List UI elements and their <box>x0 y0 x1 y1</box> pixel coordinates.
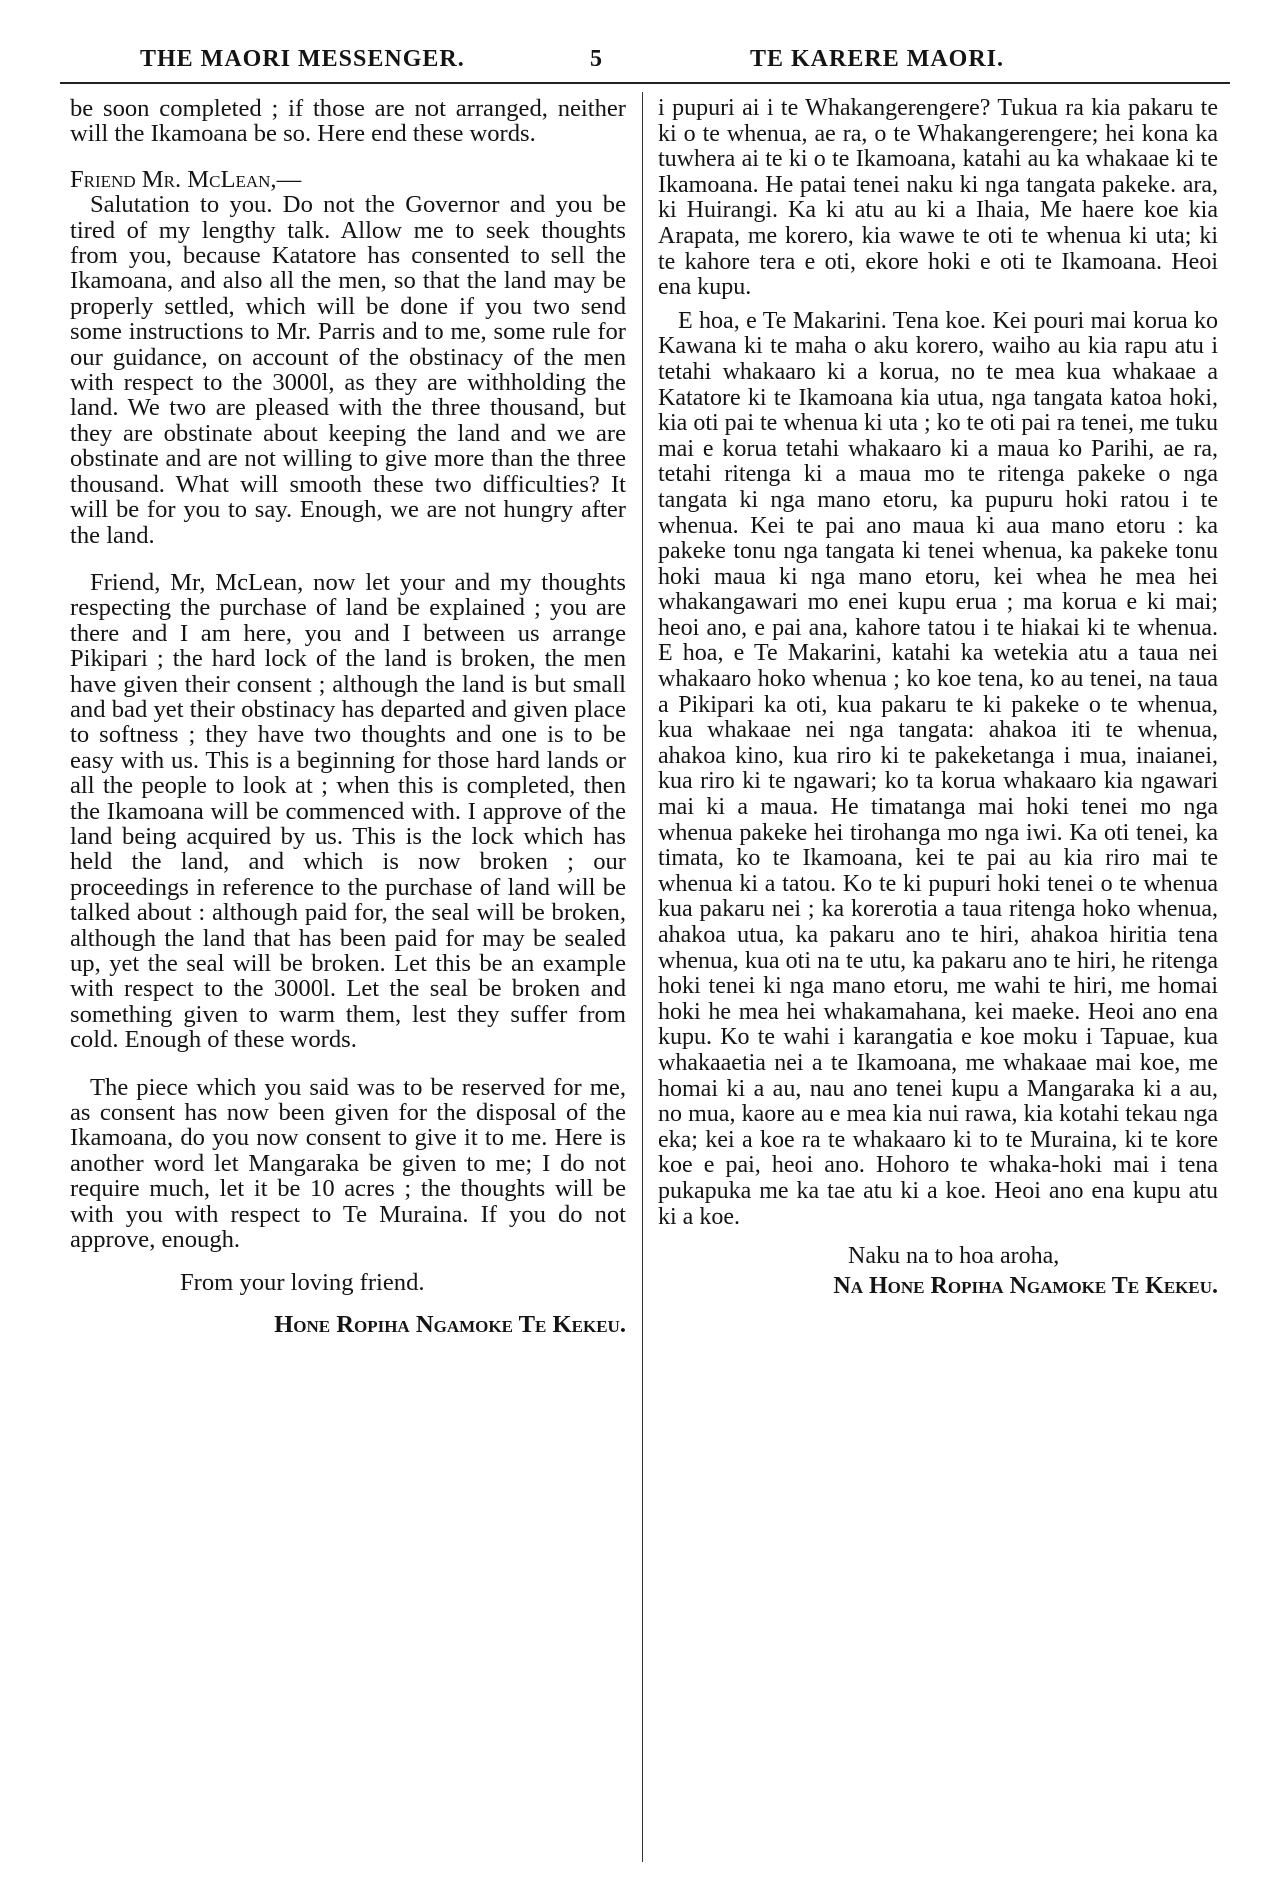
english-signature: Hone Ropiha Ngamoke Te Kekeu. <box>274 1310 626 1338</box>
maori-column <box>658 96 1218 1299</box>
english-column <box>70 96 626 1337</box>
english-paragraph-2: Salutation to you. Do not the Governor and you be tired of my lengthy talk. Allow me to seek thoughts from you, because Katatore has consented to sell the Ikamoana, and also all the men, so that the land may be properly settled, which will be done if you two send some instructions to Mr. Parris and to me, some rule for our guidance, on account of the obstinacy of the men with respect to the 3000l, as they are withholding the land. We two are pleased with the three thousand, but they are obstinate about keeping the land and we are obstinate and are not willing to give more than the three thousand. What will smooth these two difficulties? It will be for you to say. Enough, we are not hungry after the land. <box>70 191 626 549</box>
header-english-title: THE MAORI MESSENGER. <box>140 46 465 72</box>
english-closing: From your loving friend. <box>180 1269 425 1297</box>
maori-signature: Na Hone Ropiha Ngamoke Te Kekeu. <box>833 1272 1218 1299</box>
header-rule <box>60 82 1230 84</box>
maori-closing: Naku na to hoa aroha, <box>848 1243 1060 1270</box>
page-number: 5 <box>590 46 603 72</box>
header-maori-title: TE KARERE MAORI. <box>750 46 1005 72</box>
maori-paragraph-1: i pupuri ai i te Whakangerengere? Tukua ra kia pakaru te ki o te whenua, ae ra, o te Whakangerengere; hei kona ka tuwhera ai te ki o te Ikamoana, katahi au ka whakaae ki te Ikamoana. He patai tenei naku ki nga tangata pakeke. ara, ki Huirangi. Ka ki atu au ki a Ihaia, Me haere koe kia Arapata, me korero, kia wawe te oti te whenua ki uta; ki te kahore tera e oti, ekore hoki e oti te Ikamoana. Heoi ena kupu. <box>658 95 1218 301</box>
english-paragraph-3: Friend, Mr, McLean, now let your and my thoughts respecting the purchase of land be explained ; you are there and I am here, you and I between us arrange Pikipari ; the hard lock of the land is broken, the men have given their consent ; although the land is but small and bad yet their obstinacy has departed and given place to softness ; they have two thoughts and one is to be easy with us. This is a beginning for those hard lands or all the people to look at ; when this is completed, then the Ikamoana will be commenced with. I approve of the land being acquired by us. This is the lock which has held the land, and which is now broken ; our proceedings in reference to the purchase of land will be talked about : although paid for, the seal will be broken, although the land that has been paid for may be sealed up, yet the seal will be broken. Let this be an example with respect to the 3000l. Let the seal be broken and something given to warm them, lest they suffer from cold. Enough of these words. <box>70 568 626 1054</box>
page-header <box>60 40 1230 80</box>
english-paragraph-1: be soon completed ; if those are not arranged, neither will the Ikamoana be so. Here end these words. <box>70 95 626 148</box>
english-salutation: Friend Mr. McLean,— <box>70 165 302 193</box>
maori-paragraph-2: E hoa, e Te Makarini. Tena koe. Kei pouri mai korua ko Kawana ki te maha o aku korero, waiho au kia rapu atu i tetahi whakaaro ki a korua, no te mea kua whakaae a Katatore ki te Ikamoana kia utua, nga tangata katoa hoki, kia oti pai te whenua ki uta ; ko te oti pai ra tenei, me tuku mai e korua tetahi whakaaro ki a maua ko Parihi, ae ra, tetahi ritenga ki a maua mo te ritenga pakeke o nga tangata ki nga mano etoru, ka pupuru hoki ratou i te whenua. Kei te pai ano maua ki aua mano etoru : ka pakeke tonu nga tangata ki tenei whenua, ka pakeke tonu hoki maua ki nga mano etoru, kei whea he mea hei whakangawari mo enei kupu erua ; ma korua e ki mai; heoi ano, e pai ana, kahore tatou i te hiakai ki te whenua. E hoa, e Te Makarini, katahi ka wetekia atu a taua nei whakaaro hoko whenua ; ko koe tena, ko au tenei, na taua a Pikipari ka oti, kua pakaru te ki pakeke o te whenua, kua whakaae nei nga tangata: ahakoa iti te whenua, ahakoa kino, kua riro ki te pakeketanga i mua, inaianei, kua riro ki te ngawari; ko ta korua whakaaro kia ngawari mai ki a maua. He timatanga mai hoki tenei mo nga whenua pakeke hei tirohanga mo nga iwi. Ka oti tenei, ka timata, ko te Ikamoana, kei te pai au kia riro mai te whenua ki a tatou. Ko te ki pupuri hoki tenei o te whenua kua pakaru nei ; ka korerotia a taua ritenga hoko whenua, ahakoa utua, ka pakaru ano te hiri, ahakoa hiritia tena whenua, kua oti na te utu, ka pakaru ano te hiri, he ritenga hoki tenei ki nga mano etoru, me wahi te hiri, me homai hoki he mea hei whakamahana, kei maeke. Heoi ano ena kupu. Ko te wahi i karangatia e koe moku i Tapuae, kua whakaaetia nei a te Ikamoana, me whakaae mai koe, me homai ki a au, nau ano tenei kupu a Mangaraka ki a au, no mua, kaore au e mea kia nui rawa, kia kotahi tekau nga eka; kei a koe ra te whakaaro ki to te Muraina, ki te kore koe e pai, heoi ano. Hohoro te whaka-hoki mai i tena pukapuka me ka tae atu ki a koe. Heoi ano ena kupu atu ki a koe. <box>658 307 1218 1230</box>
english-paragraph-4: The piece which you said was to be reserved for me, as consent has now been given for the disposal of the Ikamoana, do you now consent to give it to me. Here is another word let Mangaraka be given to me; I do not require much, let it be 10 acres ; the thoughts will be with you with respect to Te Muraina. If you do not approve, enough. <box>70 1073 626 1254</box>
column-divider <box>642 92 643 1862</box>
